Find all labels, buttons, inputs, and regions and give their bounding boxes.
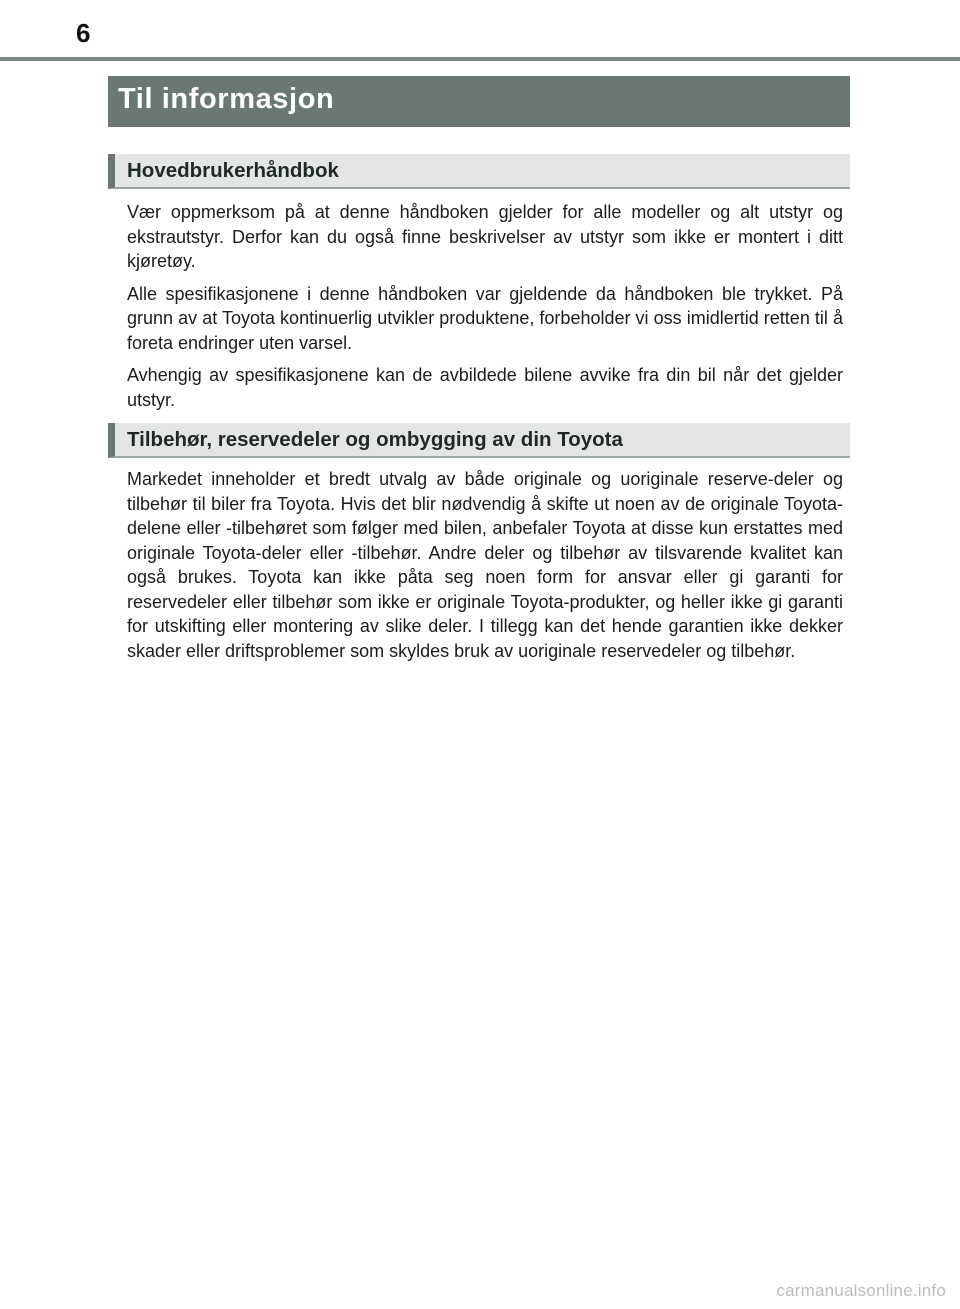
page-title: Til informasjon [118,83,335,115]
paragraph: Avhengig av spesifikasjonene kan de avbildede bilene avvike fra din bil når det gjelder utstyr. [127,365,843,410]
section-body-tilbehor [127,467,843,671]
section-header-hovedbrukerhandbok [108,154,850,189]
paragraph: Vær oppmerksom på at denne håndboken gjelder for alle modeller og alt utstyr og ekstrautstyr. Derfor kan du også finne beskrivelser av utstyr som ikke er montert i ditt kjøretøy. [127,202,843,271]
header-rule [0,57,960,61]
page-number: 6 [76,18,91,48]
paragraph: Alle spesifikasjonene i denne håndboken var gjeldende da håndboken ble trykket. På grunn av at Toyota kontinuerlig utvikler produktene, forbeholder vi oss imidlertid retten til å foreta endringer uten varsel. [127,283,843,353]
section-heading: Tilbehør, reservedeler og ombygging av din Toyota [127,428,623,451]
chapter-title-bar [108,76,850,127]
footer-watermark: carmanualsonline.info [776,1281,946,1300]
section-heading: Hovedbrukerhåndbok [127,159,339,182]
section-header-tilbehor [108,423,850,458]
section-body-hovedbrukerhandbok [127,200,843,420]
paragraph: Markedet inneholder et bredt utvalg av både originale og uoriginale reserve-deler og tilbehør til biler fra Toyota. Hvis det blir nødvendig å skifte ut noen av de originale Toyota-delene eller -tilbehøret som følger med bilen, anbefaler Toyota at disse kun erstattes med originale Toyota-deler eller -tilbehør. Andre deler og tilbehør av tilsvarende kvalitet kan også brukes. Toyota kan ikke påta seg noen form for ansvar eller gi garanti for reservedeler eller tilbehør som ikke er originale Toyota-produkter, og heller ikke gi garanti for utskifting eller montering av slike deler. I tillegg kan det hende garantien ikke dekker skader eller driftsproblemer som skyldes bruk av uoriginale reservedeler og tilbehør. [127,469,843,661]
